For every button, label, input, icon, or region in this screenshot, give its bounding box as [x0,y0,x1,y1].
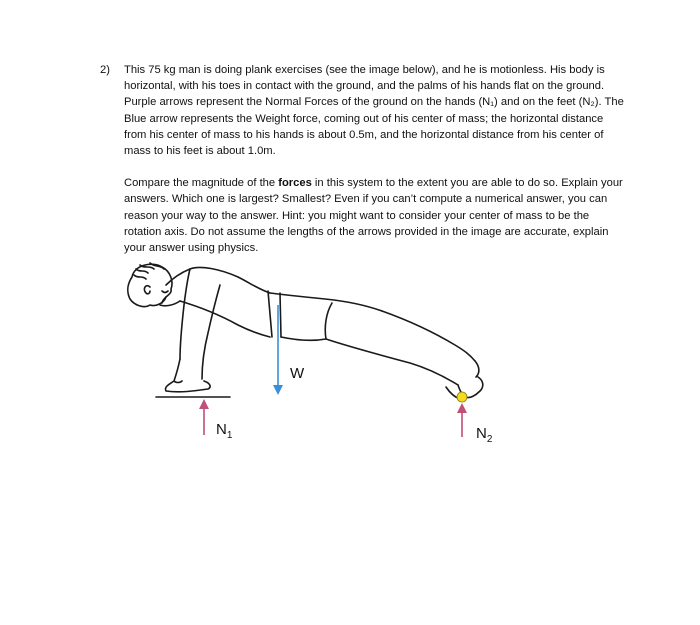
n2-letter: N [476,425,487,442]
para2-bold-forces: forces [278,177,312,190]
n1-letter: N [216,421,227,438]
n2-label [476,425,492,445]
n1-subscript: 1 [226,430,233,441]
plank-figure [120,255,500,455]
question-number: 2) [100,64,110,76]
plank-drawing [120,255,500,455]
para2-end: in this system to the extent you are able to do so. Explain your answers. Which one is largest? Smallest? Even if you can’t compute a numerical answer, you can reason your way to the answer. Hint: you might want to consider your center of mass to be the rotation axis. Do not assume the lengths of the arrows provided in the image are accurate, explain your answer using physics. [124,177,623,255]
pivot-point [457,392,467,402]
n2-subscript: 2 [486,434,493,445]
weight-arrow [273,305,283,395]
problem-paragraph-1: This 75 kg man is doing plank exercises (see the image below), and he is motionless. His body is horizontal, with his toes in contact with the ground, and the palms of his hands flat on the ground. Purple arrows represent the Normal Forces of the ground on the hands (N₁) and on the feet (N₂). The Blue arrow represents the Weight force, coming out of his center of mass; the horizontal distance from his center of mass to his hands is about 0.5m, and the horizontal distance from his center of mass to his feet is about 1.0m. [124,64,624,158]
man-outline [128,263,483,399]
problem-paragraph-2 [124,175,624,256]
para2-start: Compare the magnitude of the [124,177,279,190]
problem-text [100,62,624,256]
n1-label [216,421,232,441]
normal-force-n1-arrow [199,399,209,435]
weight-label: W [290,365,305,382]
normal-force-n2-arrow [457,403,467,437]
